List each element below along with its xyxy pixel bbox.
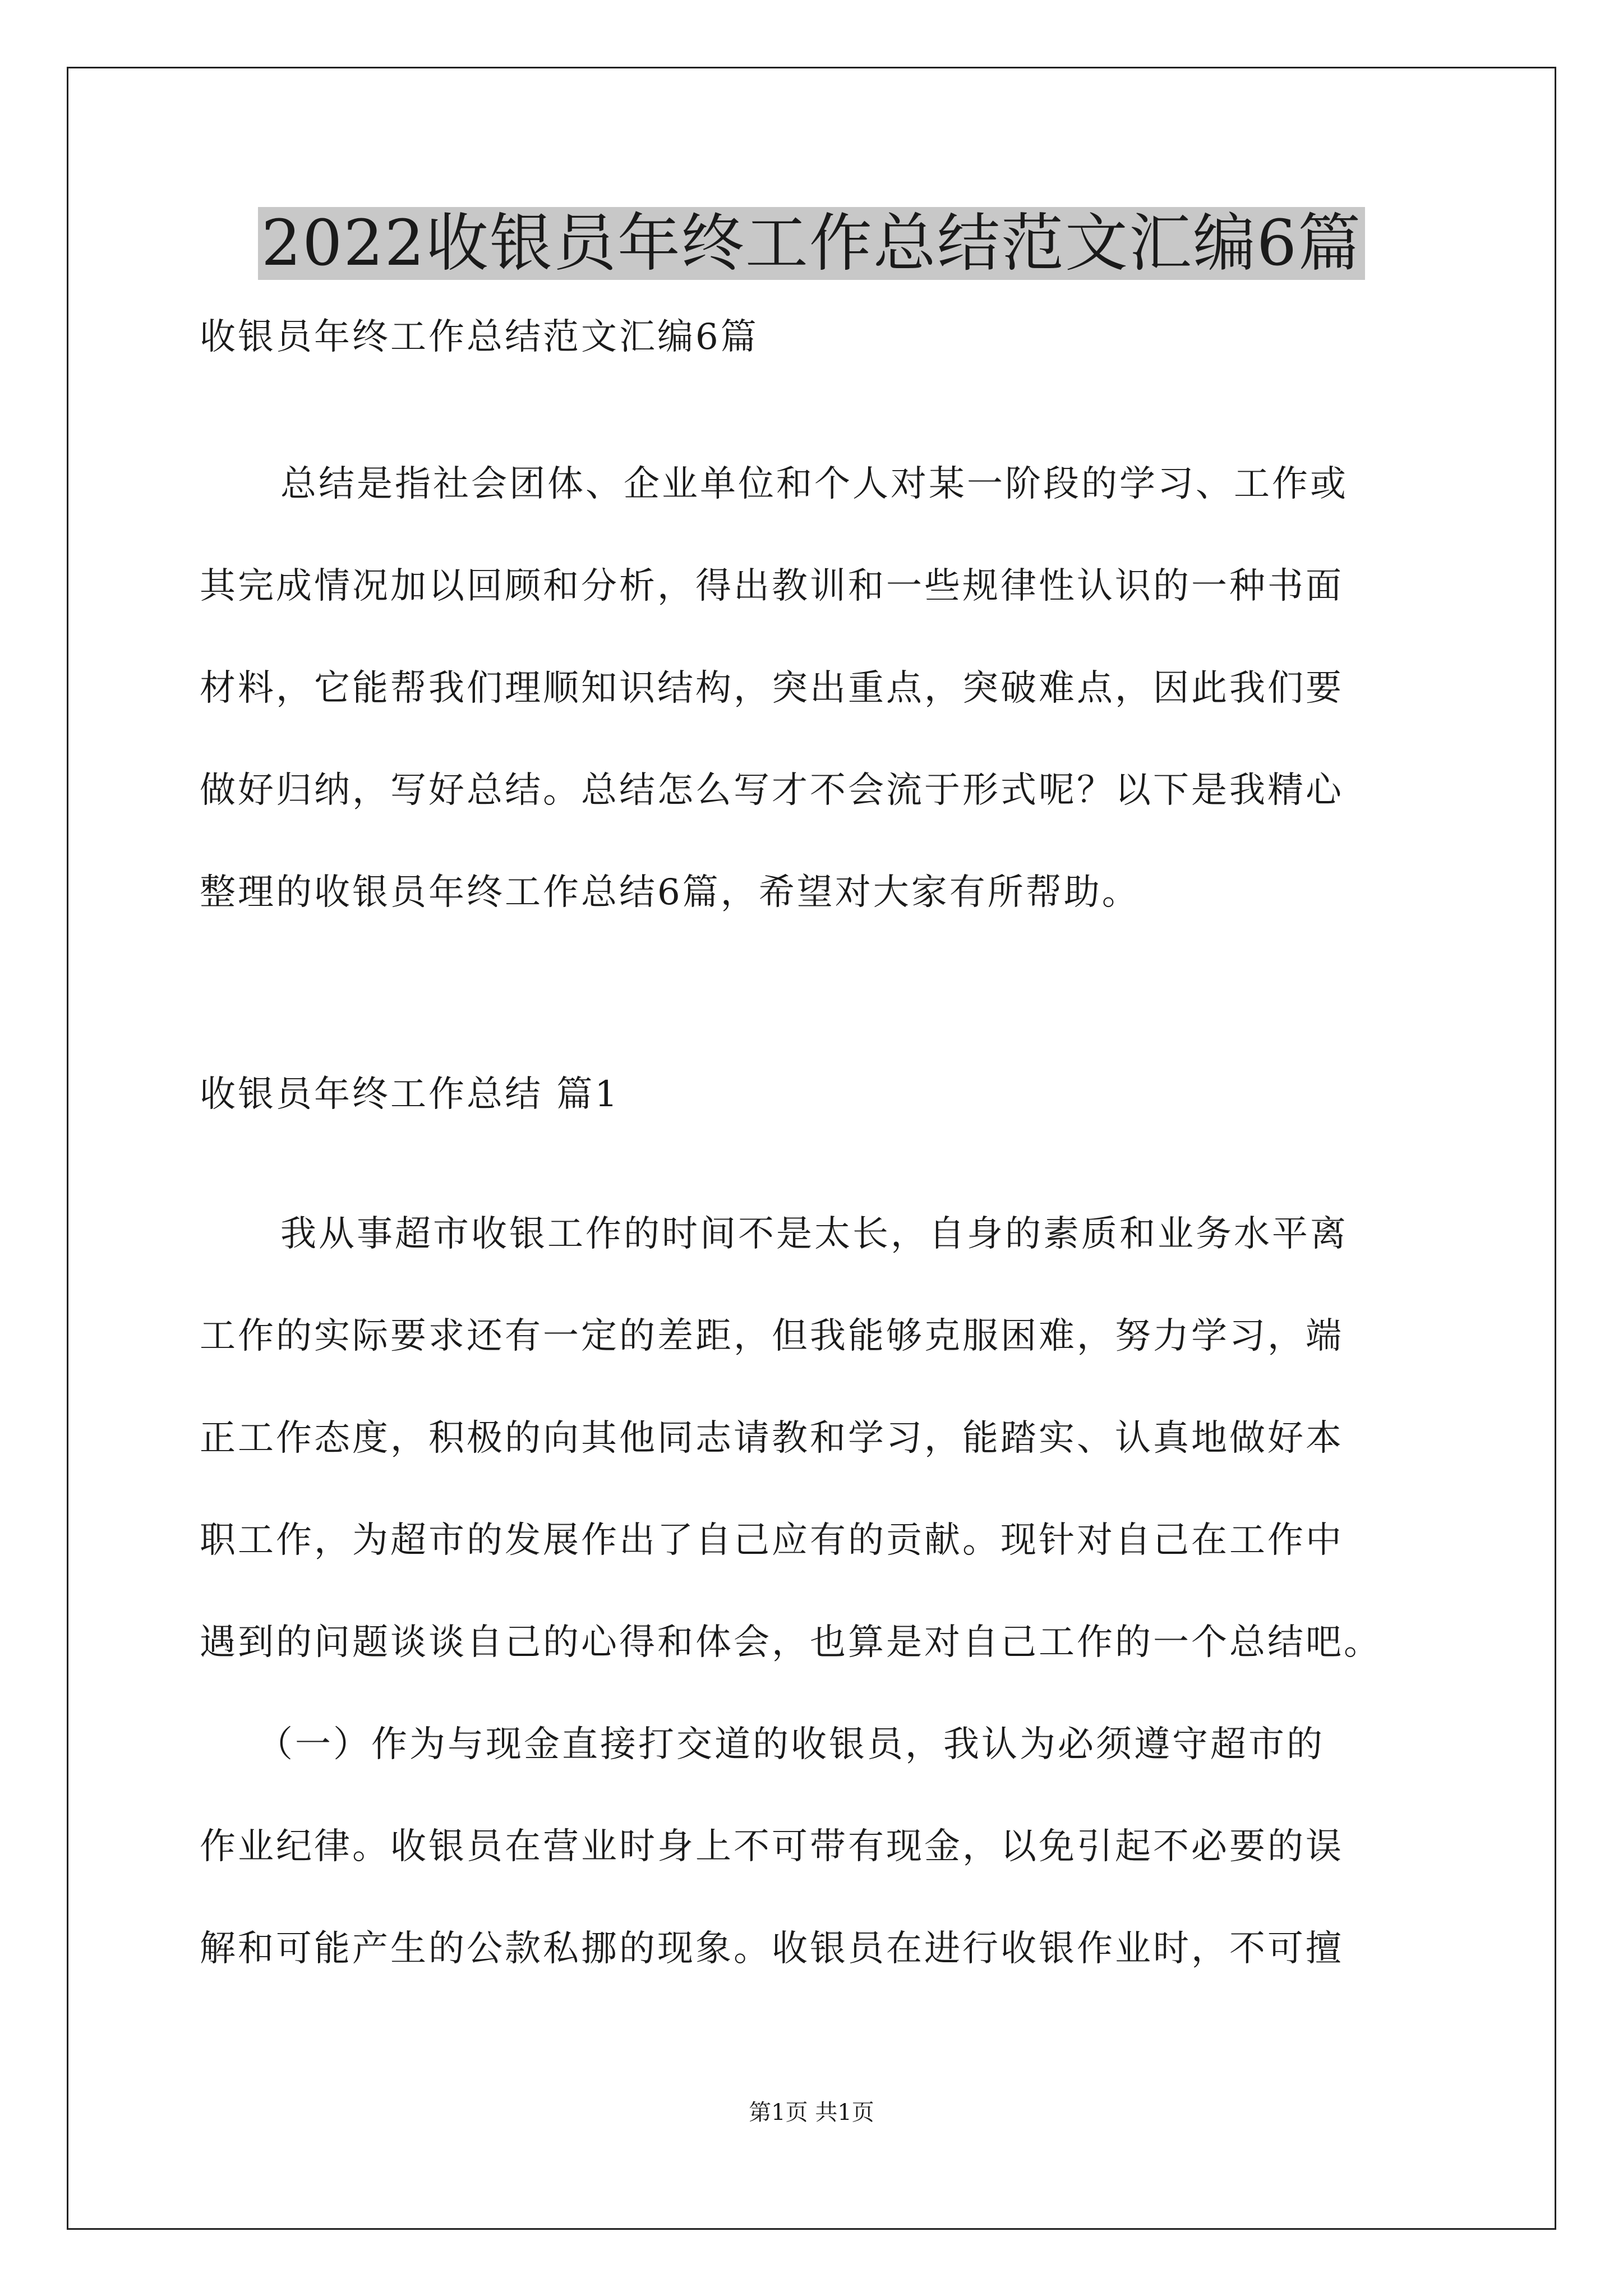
para1-line-4: 职工作，为超市的发展作出了自己应有的贡献。现针对自己在工作中 [200,1520,1344,1561]
section-heading: 收银员年终工作总结 篇1 [200,1074,620,1115]
document-title-text: 2022收银员年终工作总结范文汇编6篇 [258,207,1365,280]
page-border [67,67,1556,2230]
para1-line-3: 正工作态度，积极的向其他同志请教和学习，能踏实、认真地做好本 [200,1418,1344,1459]
para1-line-1: 我从事超市收银工作的时间不是太长，自身的素质和业务水平离 [280,1213,1348,1255]
para2-line-3: 解和可能产生的公款私挪的现象。收银员在进行收银作业时，不可擅 [200,1928,1344,1970]
intro-line-4: 做好归纳，写好总结。总结怎么写才不会流于形式呢？以下是我精心 [200,770,1344,811]
page-footer: 第1页 共1页 [749,2100,874,2125]
document-title [0,203,1623,284]
document-subtitle: 收银员年终工作总结范文汇编6篇 [200,316,759,358]
intro-line-1: 总结是指社会团体、企业单位和个人对某一阶段的学习、工作或 [280,463,1348,505]
para1-line-5: 遇到的问题谈谈自己的心得和体会，也算是对自己工作的一个总结吧。 [200,1622,1382,1663]
intro-line-2: 其完成情况加以回顾和分析，得出教训和一些规律性认识的一种书面 [200,565,1344,607]
para2-line-2: 作业纪律。收银员在营业时身上不可带有现金，以免引起不必要的误 [200,1826,1344,1867]
para1-line-2: 工作的实际要求还有一定的差距，但我能够克服困难，努力学习，端 [200,1315,1344,1357]
para2-line-1: （一）作为与现金直接打交道的收银员，我认为必须遵守超市的 [257,1724,1325,1765]
intro-line-3: 材料，它能帮我们理顺知识结构，突出重点，突破难点，因此我们要 [200,668,1344,709]
intro-line-5: 整理的收银员年终工作总结6篇，希望对大家有所帮助。 [200,872,1140,913]
